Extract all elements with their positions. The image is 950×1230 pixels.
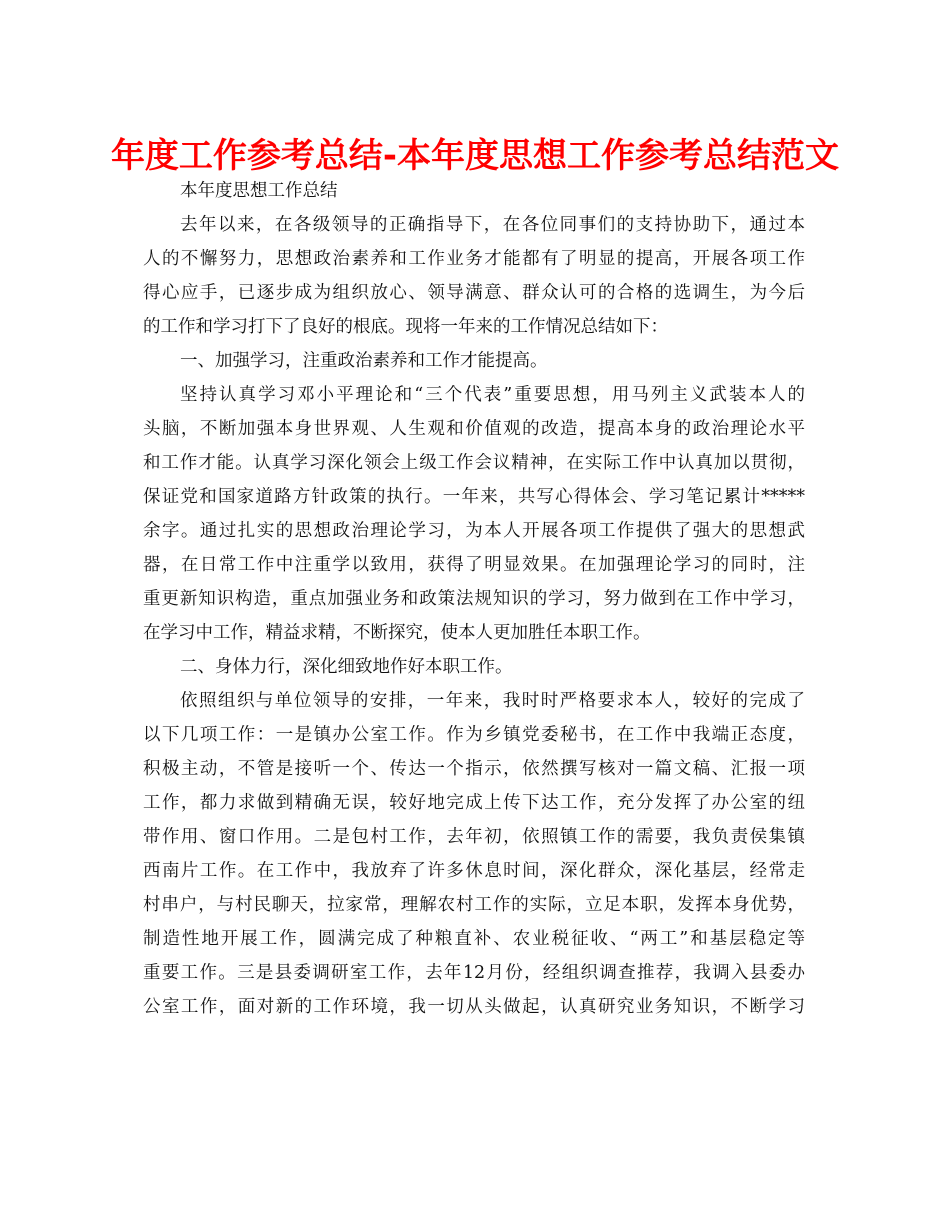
text-line: 以下几项工作：一是镇办公室工作。作为乡镇党委秘书，在工作中我端正态度， bbox=[143, 725, 805, 745]
text-line: 公室工作，面对新的工作环境，我一切从头做起，认真研究业务知识，不断学习 bbox=[143, 997, 805, 1017]
text-line: 重要工作。三是县委调研室工作，去年12月份，经组织调查推荐，我调入县委办 bbox=[143, 963, 805, 983]
text-line: 本年度思想工作总结 bbox=[180, 181, 338, 201]
text-line: 制造性地开展工作，圆满完成了种粮直补、农业税征收、“两工”和基层稳定等 bbox=[143, 929, 805, 949]
text-line: 坚持认真学习邓小平理论和“三个代表”重要思想，用马列主义武装本人的 bbox=[180, 385, 805, 405]
document-title: 年度工作参考总结-本年度思想工作参考总结范文 bbox=[110, 136, 840, 176]
text-line: 在学习中工作，精益求精，不断探究，使本人更加胜任本职工作。 bbox=[143, 623, 651, 643]
text-line: 积极主动，不管是接听一个、传达一个指示，依然撰写核对一篇文稿、汇报一项 bbox=[143, 759, 805, 779]
text-line: 人的不懈努力，思想政治素养和工作业务才能都有了明显的提高，开展各项工作 bbox=[143, 249, 805, 269]
text-line: 的工作和学习打下了良好的根底。现将一年来的工作情况总结如下： bbox=[143, 317, 668, 337]
text-line: 头脑，不断加强本身世界观、人生观和价值观的改造，提高本身的政治理论水平 bbox=[143, 419, 805, 439]
text-line: 西南片工作。在工作中，我放弃了许多休息时间，深化群众，深化基层，经常走 bbox=[143, 861, 805, 881]
text-line: 一、加强学习，注重政治素养和工作才能提高。 bbox=[180, 351, 548, 371]
text-line: 依照组织与单位领导的安排，一年来，我时时严格要求本人，较好的完成了 bbox=[180, 691, 805, 711]
text-line: 器，在日常工作中注重学以致用，获得了明显效果。在加强理论学习的同时，注 bbox=[143, 555, 805, 575]
text-line: 保证党和国家道路方针政策的执行。一年来，共写心得体会、学习笔记累计***** bbox=[143, 487, 805, 507]
text-line: 村串户，与村民聊天，拉家常，理解农村工作的实际，立足本职，发挥本身优势， bbox=[143, 895, 805, 915]
text-line: 带作用、窗口作用。二是包村工作，去年初，依照镇工作的需要，我负责侯集镇 bbox=[143, 827, 805, 847]
text-line: 余字。通过扎实的思想政治理论学习，为本人开展各项工作提供了强大的思想武 bbox=[143, 521, 805, 541]
text-line: 二、身体力行，深化细致地作好本职工作。 bbox=[180, 657, 513, 677]
text-line: 工作，都力求做到精确无误，较好地完成上传下达工作，充分发挥了办公室的纽 bbox=[143, 793, 805, 813]
text-line: 去年以来，在各级领导的正确指导下，在各位同事们的支持协助下，通过本 bbox=[180, 215, 805, 235]
text-line: 得心应手，已逐步成为组织放心、领导满意、群众认可的合格的选调生，为今后 bbox=[143, 283, 805, 303]
text-line: 重更新知识构造，重点加强业务和政策法规知识的学习，努力做到在工作中学习， bbox=[143, 589, 805, 609]
document-body bbox=[143, 174, 805, 1024]
text-line: 和工作才能。认真学习深化领会上级工作会议精神，在实际工作中认真加以贯彻， bbox=[143, 453, 805, 473]
